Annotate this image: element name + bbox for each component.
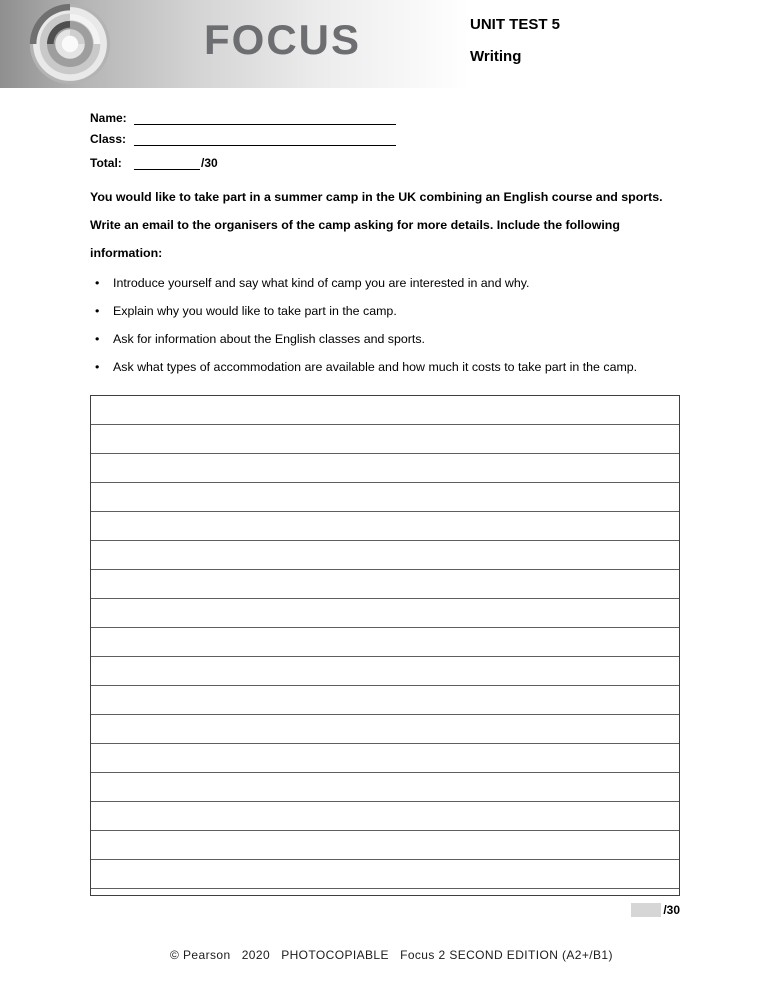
task-bullet-3: • Ask for information about the English classes and sports. [90, 325, 680, 353]
writing-line [91, 831, 679, 860]
footer-text: © Pearson 2020 PHOTOCOPIABLE Focus 2 SECOND EDITION (A2+/B1) [170, 948, 613, 962]
task-bullet-1: • Introduce yourself and say what kind of camp you are interested in and why. [90, 269, 680, 297]
class-row [90, 125, 680, 146]
task-bullet-4: • Ask what types of accommodation are available and how much it costs to take part in the camp. [90, 353, 680, 381]
test-title: UNIT TEST 5 [470, 16, 561, 33]
page-footer [0, 934, 768, 976]
writing-line [91, 512, 679, 541]
name-blank-line [134, 110, 396, 125]
writing-area [90, 395, 680, 896]
task-bullet-list [90, 269, 680, 381]
writing-line [91, 860, 679, 889]
score-box [631, 903, 661, 917]
test-subtitle: Writing [470, 48, 522, 65]
writing-line [91, 628, 679, 657]
page-content [0, 88, 768, 917]
focus-logo-text: FOCUS [204, 16, 361, 63]
score-row [90, 903, 680, 917]
writing-line [91, 715, 679, 744]
student-info-block [90, 104, 680, 170]
writing-line [91, 483, 679, 512]
writing-line [91, 802, 679, 831]
writing-line [91, 454, 679, 483]
header-banner [0, 0, 768, 88]
task-bullet-2: • Explain why you would like to take part in the camp. [90, 297, 680, 325]
total-blank-line [134, 155, 200, 170]
writing-line [91, 570, 679, 599]
name-row [90, 104, 680, 125]
test-info [470, 16, 560, 65]
total-score-suffix: /30 [201, 156, 218, 170]
writing-line [91, 599, 679, 628]
name-label: Name: [90, 111, 127, 125]
writing-line [91, 541, 679, 570]
class-blank-line [134, 131, 396, 146]
focus-swirl-icon [28, 3, 112, 85]
score-suffix: /30 [663, 903, 680, 917]
task-instructions: You would like to take part in a summer camp in the UK combining an English course and sports. Write an email to the organisers of the camp asking for more details. Include the following information: [90, 190, 663, 260]
class-label: Class: [90, 132, 127, 146]
writing-line [91, 686, 679, 715]
total-label: Total: [90, 156, 122, 170]
writing-line [91, 425, 679, 454]
writing-line [91, 657, 679, 686]
writing-line [91, 773, 679, 802]
total-row [90, 149, 680, 170]
writing-line [91, 744, 679, 773]
writing-line [91, 396, 679, 425]
